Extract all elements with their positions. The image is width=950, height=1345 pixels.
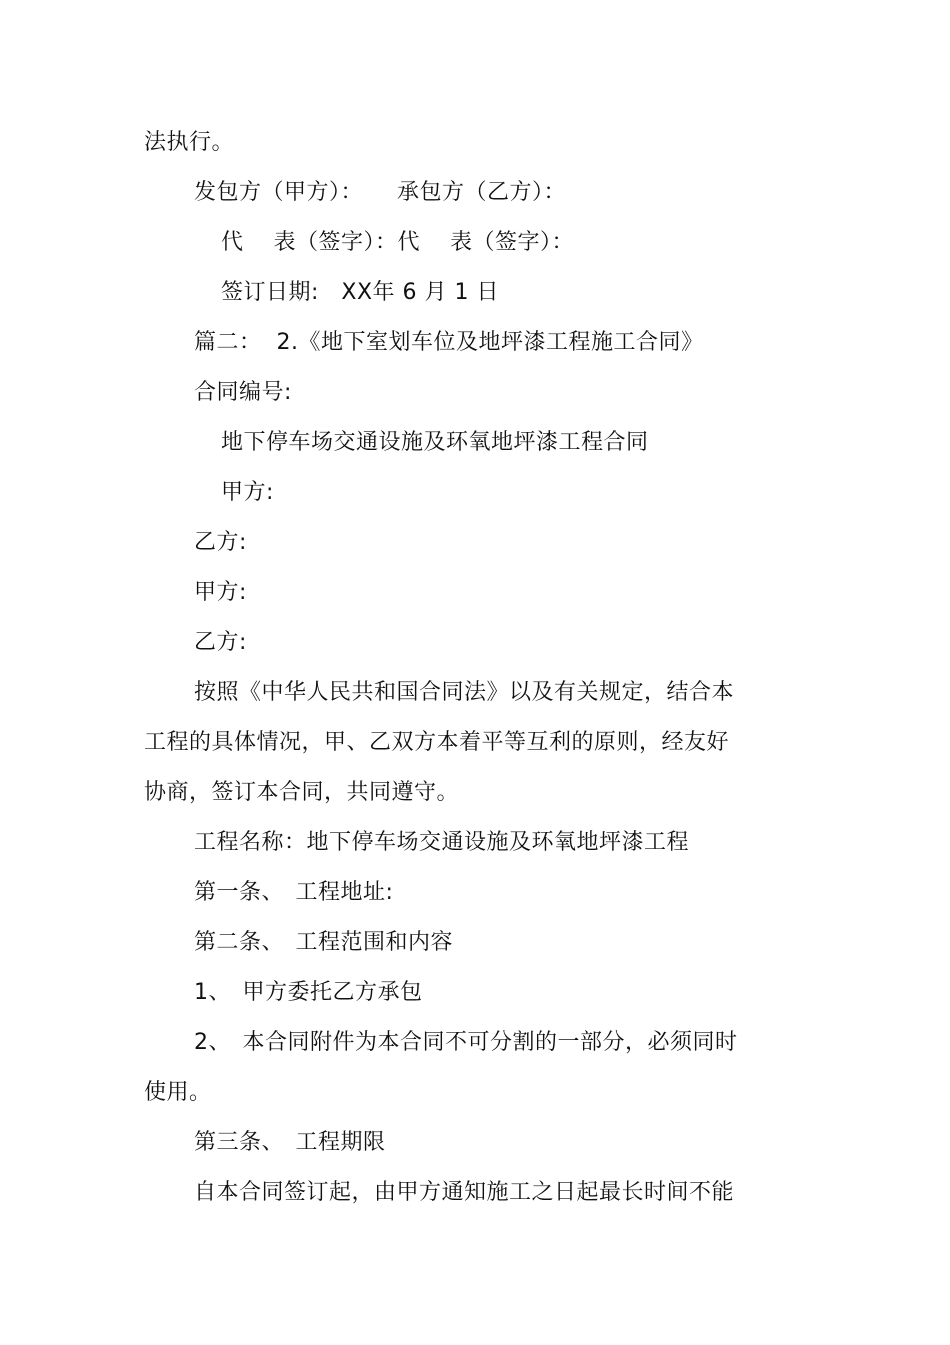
list-item: 1、 甲方委托乙方承包 (194, 980, 423, 1005)
paragraph-line: 工程的具体情况，甲、乙双方本着平等互利的原则，经友好 (144, 730, 730, 755)
text-line-party-b: 乙方: (194, 530, 247, 555)
article-heading: 第一条、 工程地址: (194, 880, 394, 905)
paragraph-line: 协商，签订本合同，共同遵守。 (144, 780, 460, 805)
article-heading: 第二条、 工程范围和内容 (194, 930, 454, 955)
section-heading: 篇二： 2.《地下室划车位及地坪漆工程施工合同》 (194, 330, 704, 355)
text-line-signatures: 代 表（签字）：代 表（签字）： (221, 230, 574, 255)
text-line-continuation: 法执行。 (144, 130, 235, 155)
list-item: 2、 本合同附件为本合同不可分割的一部分，必须同时 (194, 1030, 738, 1055)
text-line-party-a: 甲方: (221, 480, 274, 505)
article-heading: 第三条、 工程期限 (194, 1130, 386, 1155)
text-line-project-name: 工程名称：地下停车场交通设施及环氧地坪漆工程 (194, 830, 690, 855)
contract-title: 地下停车场交通设施及环氧地坪漆工程合同 (221, 430, 649, 455)
text-line-contract-number: 合同编号: (194, 380, 292, 405)
paragraph-line: 按照《中华人民共和国合同法》以及有关规定，结合本 (194, 680, 735, 705)
paragraph-line: 使用。 (144, 1080, 212, 1105)
text-line-party-b-2: 乙方: (194, 630, 247, 655)
paragraph-line: 自本合同签订起，由甲方通知施工之日起最长时间不能 (194, 1180, 735, 1205)
text-line-parties: 发包方（甲方）： 承包方（乙方）： (194, 180, 567, 205)
text-line-sign-date: 签订日期: XX年 6 月 1 日 (221, 280, 500, 305)
text-line-party-a-2: 甲方: (194, 580, 247, 605)
